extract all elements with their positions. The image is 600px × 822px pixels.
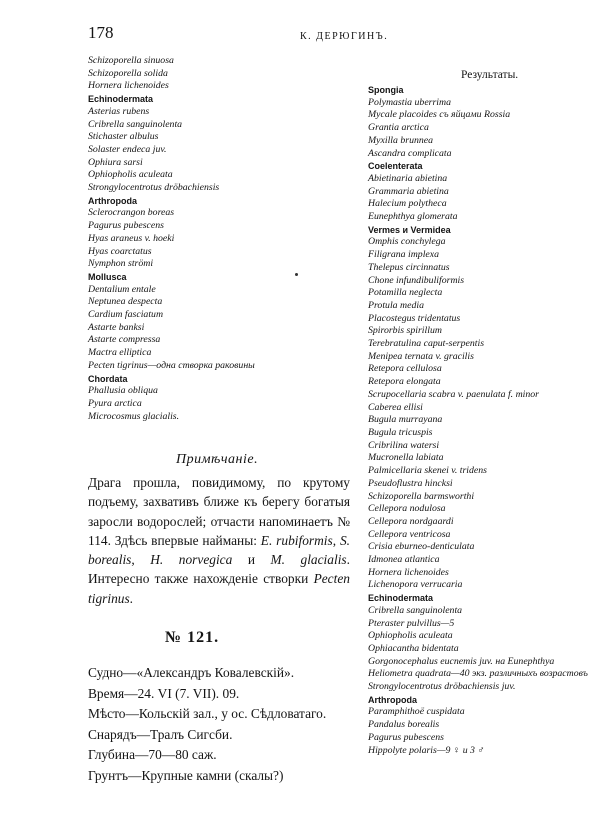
- stray-mark: [295, 273, 298, 276]
- species-entry: Grammaria abietina: [368, 185, 449, 197]
- taxon-group-heading: Echinodermata: [368, 593, 434, 604]
- species-entry: Paramphithoë cuspidata: [368, 706, 465, 718]
- species-entry: Ophiacantha bidentata: [368, 642, 459, 654]
- species-entry: Strongylocentrotus dröbachiensis juv.: [368, 681, 516, 693]
- species-entry: Cellepora ventricosa: [368, 528, 451, 540]
- species-entry: Menipea ternata v. gracilis: [368, 350, 474, 362]
- species-entry: Grantia arctica: [368, 122, 429, 134]
- species-entry: Bugula tricuspis: [368, 426, 433, 438]
- species-entry: Caberea ellisi: [368, 401, 423, 413]
- species-entry: Filigrana implexa: [368, 249, 440, 261]
- species-entry: Mucronella labiata: [368, 452, 444, 464]
- station-info-line: Грунтъ—Крупные камни (скалы?): [88, 767, 284, 783]
- species-name: Pecten tigrinus: [88, 571, 350, 606]
- taxon-group-heading: Chordata: [88, 373, 128, 384]
- species-entry: Palmicellaria skenei v. tridens: [368, 465, 487, 477]
- species-entry: Sclerocrangon boreas: [88, 207, 175, 219]
- species-entry: Bugula murrayana: [368, 414, 443, 426]
- note-text-run: ,: [131, 552, 151, 568]
- left-species-list: [88, 55, 308, 423]
- species-entry: Pecten tigrinus—одна створка раковины: [88, 359, 255, 371]
- station-info-line: Глубина—70—80 саж.: [88, 747, 217, 762]
- note-text-run: Драга прошла, повидимому, по крутому подъему, захвативъ ближе къ берегу богатыя заросли водорослей; отчасти напоминаетъ № 114. Здѣсь впервые найманы:: [88, 475, 350, 548]
- taxon-group-heading: Mollusca: [88, 271, 127, 282]
- species-entry: Cellepora nordgaardi: [368, 515, 454, 527]
- species-entry: Heliometra quadrata—40 экз. различныхъ возрастовъ: [368, 668, 588, 680]
- station-number: № 121.: [165, 629, 220, 646]
- species-entry: Gorgonocephalus eucnemis juv. на Eunephthya: [368, 655, 555, 667]
- species-entry: Pandalus borealis: [368, 719, 440, 731]
- species-entry: Schizoporella barmsworthi: [368, 490, 475, 502]
- note-text-run: ,: [332, 532, 340, 548]
- species-entry: Cribrilina watersi: [368, 439, 440, 451]
- taxon-group-heading: Vermes и Vermidea: [368, 224, 451, 235]
- species-entry: Schizoporella sinuosa: [88, 55, 174, 66]
- species-entry: Retepora cellulosa: [368, 363, 442, 375]
- species-entry: Mycale placoides съ яйцами Rossia: [368, 109, 511, 121]
- note-text-run: .: [129, 590, 134, 606]
- page-number: 178: [88, 23, 114, 42]
- species-entry: Ophiopholis aculeata: [88, 169, 173, 181]
- species-entry: Stichaster albulus: [88, 131, 159, 143]
- species-entry: Terebratulina caput-serpentis: [368, 338, 485, 350]
- species-entry: Cellepora nodulosa: [368, 503, 446, 515]
- species-entry: Scrupocellaria scabra v. paenulata f. minor: [368, 388, 539, 400]
- species-entry: Hornera lichenoides: [88, 80, 169, 92]
- species-entry: Eunephthya glomerata: [368, 211, 458, 223]
- species-entry: Placostegus tridentatus: [368, 312, 461, 324]
- species-entry: Ophiopholis aculeata: [368, 630, 453, 642]
- taxon-group-heading: Echinodermata: [88, 94, 154, 105]
- species-entry: Retepora elongata: [368, 376, 441, 388]
- species-entry: Potamilla neglecta: [368, 287, 443, 299]
- species-entry: Crisia eburneo-denticulata: [368, 541, 475, 553]
- species-entry: Thelepus circinnatus: [368, 261, 450, 273]
- species-entry: Idmonea atlantica: [368, 554, 440, 566]
- species-entry: Abietinaria abietina: [368, 172, 448, 184]
- species-entry: Strongylocentrotus dröbachiensis: [88, 182, 220, 194]
- station-info-line: Снарядъ—Тралъ Сигсби.: [88, 726, 233, 742]
- species-name: H. norvegica: [150, 552, 233, 568]
- station-info-line: Судно—«Александръ Ковалевскій».: [88, 665, 295, 680]
- species-entry: Protula media: [368, 299, 424, 311]
- note-text: [88, 473, 350, 608]
- species-entry: Phallusia obliqua: [88, 385, 158, 397]
- station-info-line: Время—24. VI (7. VII). 09.: [88, 685, 240, 701]
- species-entry: Solaster endeca juv.: [88, 143, 167, 155]
- species-entry: Spirorbis spirillum: [368, 325, 442, 337]
- species-entry: Ophiura sarsi: [88, 156, 143, 168]
- species-entry: Chone infundibuliformis: [368, 274, 465, 286]
- species-entry: Neptunea despecta: [88, 296, 163, 308]
- species-entry: Myxilla brunnea: [368, 134, 434, 146]
- results-column: [368, 67, 596, 757]
- species-entry: Hyas coarctatus: [88, 245, 152, 257]
- species-entry: Schizoporella solida: [88, 67, 168, 79]
- species-entry: Dentalium entale: [88, 283, 156, 295]
- note-text-run: и: [232, 552, 271, 568]
- species-name: M. glacialis: [270, 552, 347, 568]
- station-info-line: Мѣсто—Кольскій зал., у ос. Сѣдловатаго.: [88, 706, 327, 721]
- species-entry: Nymphon strömi: [88, 258, 154, 270]
- species-entry: Hippolyte polaris—9 ♀ и 3 ♂: [368, 744, 485, 756]
- species-entry: Pyura arctica: [88, 397, 142, 409]
- note-text-run: . Интересно также нахожденіе створки: [88, 552, 350, 587]
- taxon-group-heading: Arthropoda: [368, 694, 417, 705]
- results-species-list: [368, 84, 596, 757]
- taxon-group-heading: Spongia: [368, 85, 404, 95]
- species-entry: Mactra elliptica: [88, 347, 152, 359]
- species-entry: Ascandra complicata: [368, 147, 452, 159]
- species-entry: Hyas araneus v. hoeki: [88, 232, 175, 244]
- species-entry: Polymastia uberrima: [368, 96, 451, 108]
- species-entry: Cribrella sanguinolenta: [88, 118, 183, 130]
- species-entry: Cardium fasciatum: [88, 309, 164, 321]
- species-name: E. rubiformis: [260, 532, 333, 548]
- species-entry: Astarte banksi: [88, 321, 145, 333]
- taxon-group-heading: Arthropoda: [88, 195, 137, 206]
- species-entry: Halecium polytheca: [368, 198, 447, 210]
- species-entry: Hornera lichenoides: [368, 566, 449, 578]
- species-name: S. borealis: [88, 532, 350, 568]
- species-entry: Pagurus pubescens: [88, 220, 164, 232]
- species-entry: Asterias rubens: [88, 105, 150, 117]
- species-entry: Omphis conchylega: [368, 236, 446, 248]
- station-info: [88, 663, 326, 786]
- species-entry: Lichenopora verrucaria: [368, 579, 463, 591]
- species-entry: Pseudoflustra hincksi: [368, 477, 453, 489]
- species-entry: Pteraster pulvillus—5: [368, 617, 455, 629]
- species-entry: Microcosmus glacialis.: [88, 410, 180, 422]
- note-heading: Примѣчаніе.: [176, 452, 259, 467]
- results-title: Результаты.: [461, 69, 519, 81]
- taxon-group-heading: Coelenterata: [368, 161, 423, 172]
- species-entry: Pagurus pubescens: [368, 731, 444, 743]
- species-entry: Astarte compressa: [88, 334, 161, 346]
- running-head: К. ДЕРЮГИНЪ.: [300, 31, 389, 42]
- species-entry: Cribrella sanguinolenta: [368, 604, 463, 616]
